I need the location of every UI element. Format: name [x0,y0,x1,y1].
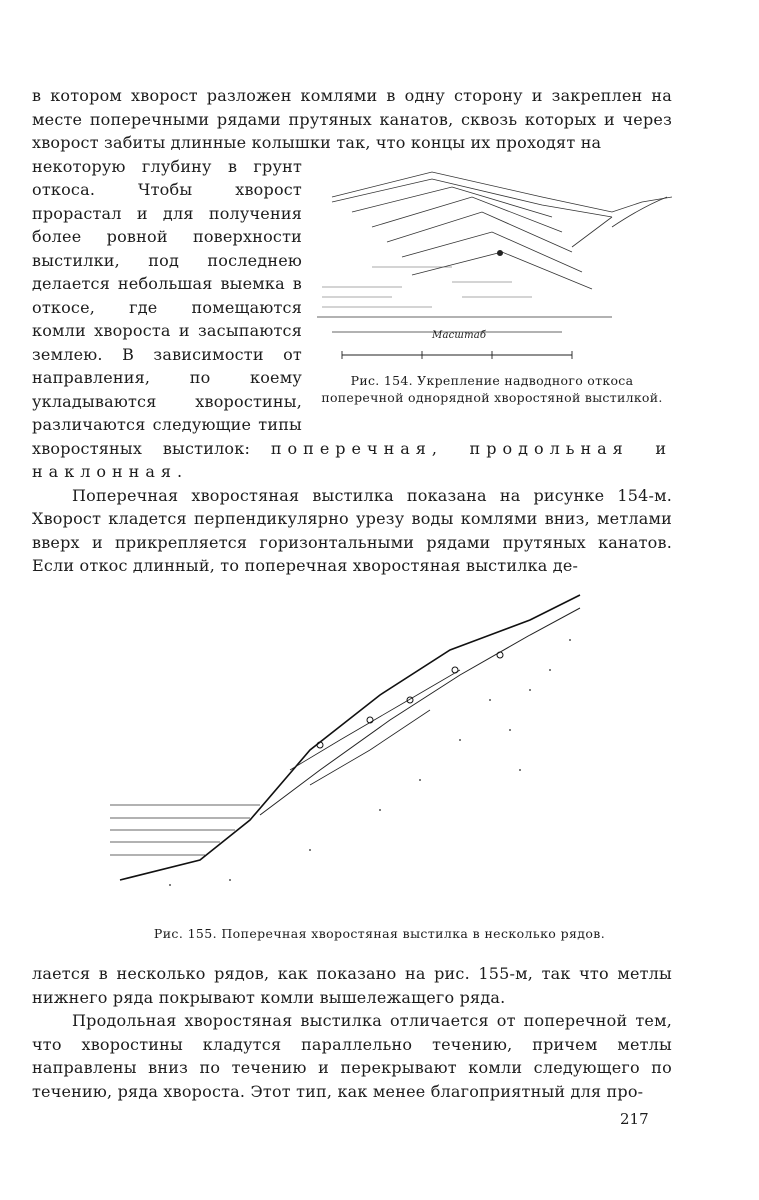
intro-paragraph: в котором хворост разложен комлями в одну сторону и закреплен на месте поперечными рядами прутяных канатов, сквозь которых и через хворост забиты длинные колышки так, что концы их проходят на [32,86,672,152]
paragraph-2-top: Поперечная хворостяная выстилка показана на рисунке 154-м. Хворост кладется перпендикулярно урезу воды комлями вниз, метлами вверх и прикрепляется горизонтальными рядами прутяных канатов. Если откос длинный, то поперечная хворостяная выстилка де- [32,485,672,575]
paragraph-3: Продольная хворостяная выстилка отличается от поперечной тем, что хворостины кладутся параллельно течению, причем метлы направлены вниз по течению и перекрывают комли следующего по течению, ряда хвороста. Этот тип, как менее благоприятный для про- [32,1011,672,1101]
figure-155-caption: Рис. 155. Поперечная хворостяная выстилка в несколько рядов. [153,926,606,941]
figure-154-drawing [312,157,672,377]
figure-154-caption: Рис. 154. Укрепление надводного откоса поперечной однорядной хворостяной выстилкой. [321,372,663,405]
text-block-bottom [32,962,672,1103]
figure-154 [312,157,672,427]
wrap-text: некоторую глубину в грунт откоса. Чтобы хворост прорастал и для получения более ровной поверхности выстилки, под последнею делается небольшая выемка в откосе, где помещаются комли хвороста и засыпаются землею. В зависимости от направления, по коему укладываются хворостины, различаются следующие типы хворостяных выстилок: [32,156,302,458]
wrap-types: поперечная, продольная и наклонная. [32,438,672,481]
scale-label: Масштаб [432,329,487,341]
text-block-top [32,84,672,578]
figure-155-drawing [110,580,630,910]
page-number: 217 [620,1110,649,1128]
paragraph-2-bottom: лается в несколько рядов, как показано на рис. 155-м, так что метлы нижнего ряда покрывают комли вышележащего ряда. [32,964,672,1007]
